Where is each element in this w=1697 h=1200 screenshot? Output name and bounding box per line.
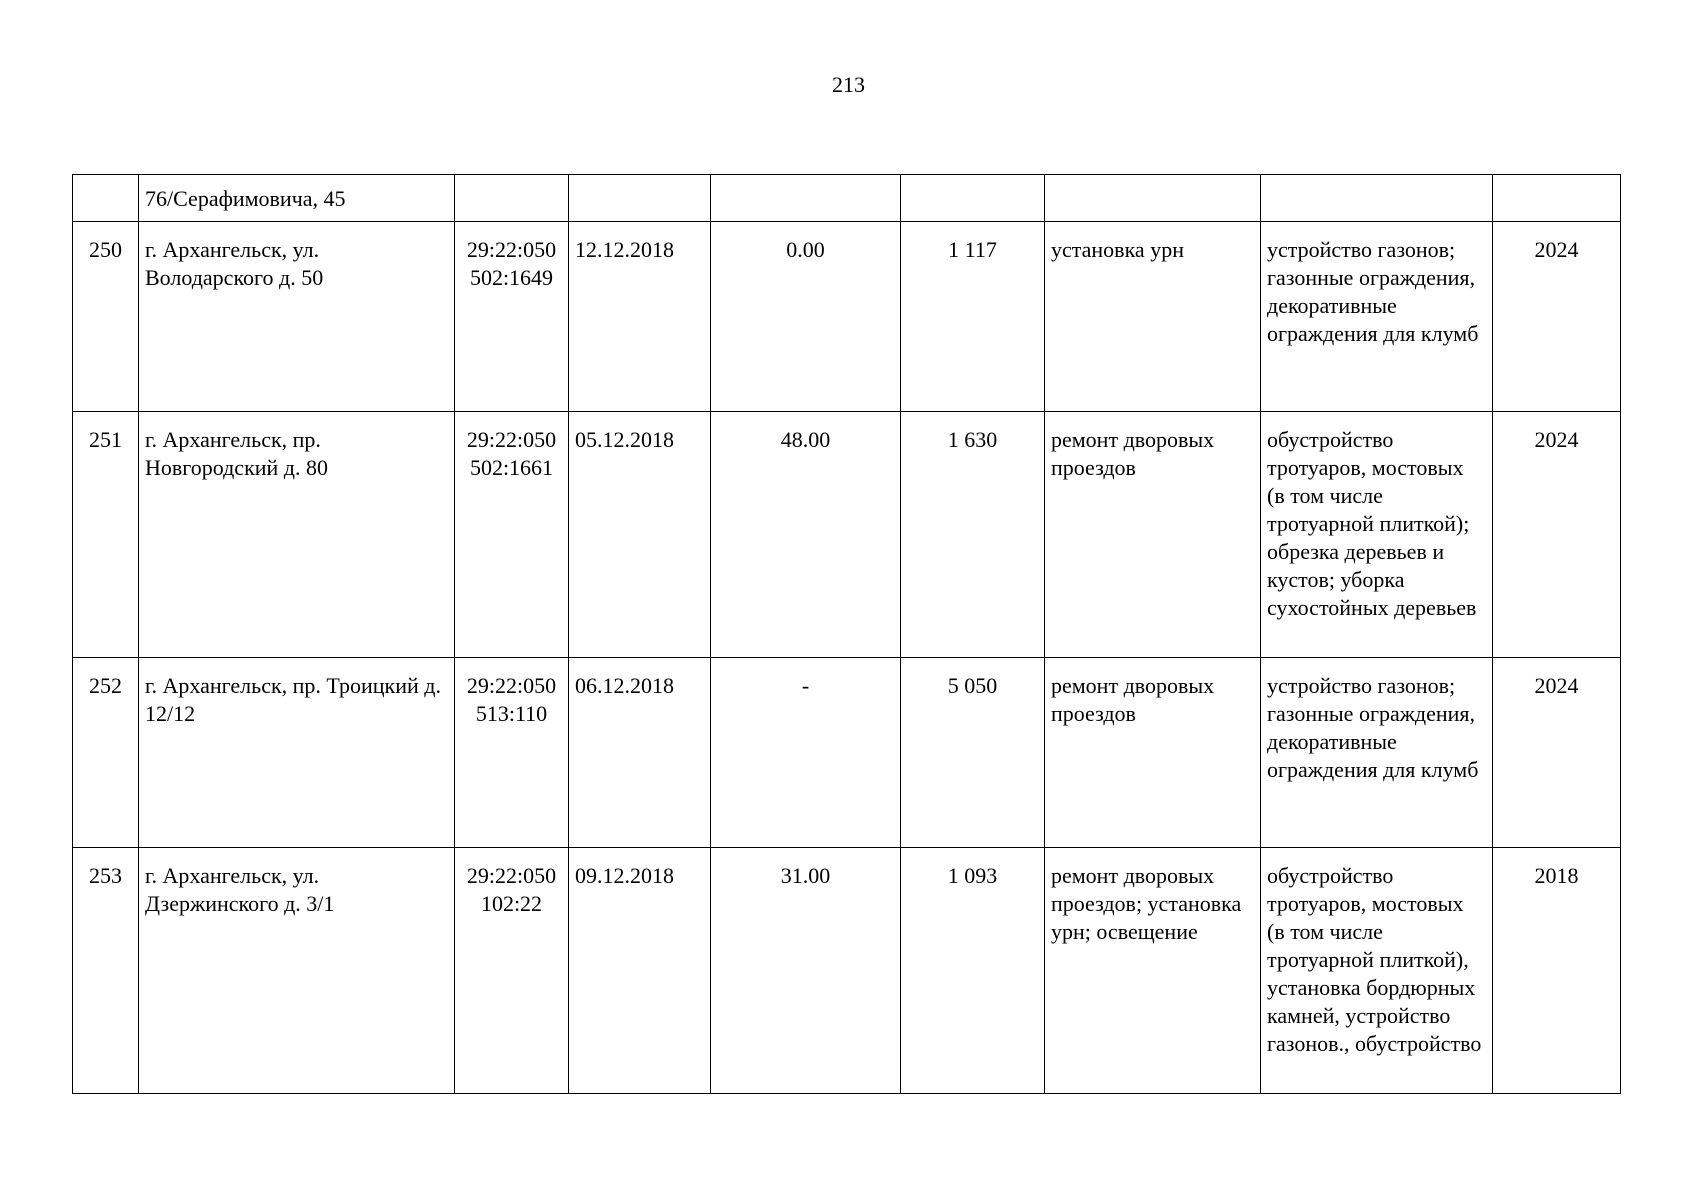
works-cell: ремонт дворовых проездов: [1045, 412, 1261, 658]
value-cell: [711, 175, 901, 222]
value-cell: 31.00: [711, 848, 901, 1094]
works-cell: ремонт дворовых проездов; установка урн; освещение: [1045, 848, 1261, 1094]
table-row-continuation: [73, 175, 1621, 222]
value-cell: 48.00: [711, 412, 901, 658]
address-cell: г. Архангельск, ул. Володарского д. 50: [139, 222, 455, 412]
date-cell: 09.12.2018: [569, 848, 711, 1094]
table-row: [73, 658, 1621, 848]
year-cell: 2024: [1493, 658, 1621, 848]
cadastral-number-cell: 29:22:050 102:22: [455, 848, 569, 1094]
area-cell: 1 630: [901, 412, 1045, 658]
address-cell: г. Архангельск, ул. Дзержинского д. 3/1: [139, 848, 455, 1094]
row-number-cell: [73, 175, 139, 222]
area-cell: 1 093: [901, 848, 1045, 1094]
works-cell: ремонт дворовых проездов: [1045, 658, 1261, 848]
row-number-cell: 250: [73, 222, 139, 412]
area-cell: 5 050: [901, 658, 1045, 848]
date-cell: 06.12.2018: [569, 658, 711, 848]
area-cell: 1 117: [901, 222, 1045, 412]
additional-works-cell: [1261, 175, 1493, 222]
table-row: [73, 848, 1621, 1094]
address-cell: г. Архангельск, пр. Троицкий д. 12/12: [139, 658, 455, 848]
year-cell: 2018: [1493, 848, 1621, 1094]
row-number-cell: 253: [73, 848, 139, 1094]
cadastral-number-cell: 29:22:050 502:1649: [455, 222, 569, 412]
works-cell: установка урн: [1045, 222, 1261, 412]
year-cell: 2024: [1493, 222, 1621, 412]
additional-works-cell: обустройство тротуаров, мостовых (в том числе тротуарной плиткой); обрезка деревьев и кустов; уборка сухостойных деревьев: [1261, 412, 1493, 658]
row-number-cell: 251: [73, 412, 139, 658]
yard-improvement-table: [72, 174, 1621, 1094]
value-cell: -: [711, 658, 901, 848]
table-row: [73, 222, 1621, 412]
additional-works-cell: устройство газонов; газонные ограждения, декоративные ограждения для клумб: [1261, 658, 1493, 848]
cadastral-number-cell: 29:22:050 513:110: [455, 658, 569, 848]
cadastral-number-cell: 29:22:050 502:1661: [455, 412, 569, 658]
works-cell: [1045, 175, 1261, 222]
cadastral-number-cell: [455, 175, 569, 222]
value-cell: 0.00: [711, 222, 901, 412]
table-row: [73, 412, 1621, 658]
address-cell: г. Архангельск, пр. Новгородский д. 80: [139, 412, 455, 658]
date-cell: 05.12.2018: [569, 412, 711, 658]
area-cell: [901, 175, 1045, 222]
year-cell: 2024: [1493, 412, 1621, 658]
page-number: 213: [832, 72, 865, 97]
year-cell: [1493, 175, 1621, 222]
date-cell: [569, 175, 711, 222]
row-number-cell: 252: [73, 658, 139, 848]
address-cell: 76/Серафимовича, 45: [139, 175, 455, 222]
date-cell: 12.12.2018: [569, 222, 711, 412]
additional-works-cell: устройство газонов; газонные ограждения, декоративные ограждения для клумб: [1261, 222, 1493, 412]
additional-works-cell: обустройство тротуаров, мостовых (в том числе тротуарной плиткой), установка бордюрных камней, устройство газонов., обустройство: [1261, 848, 1493, 1094]
